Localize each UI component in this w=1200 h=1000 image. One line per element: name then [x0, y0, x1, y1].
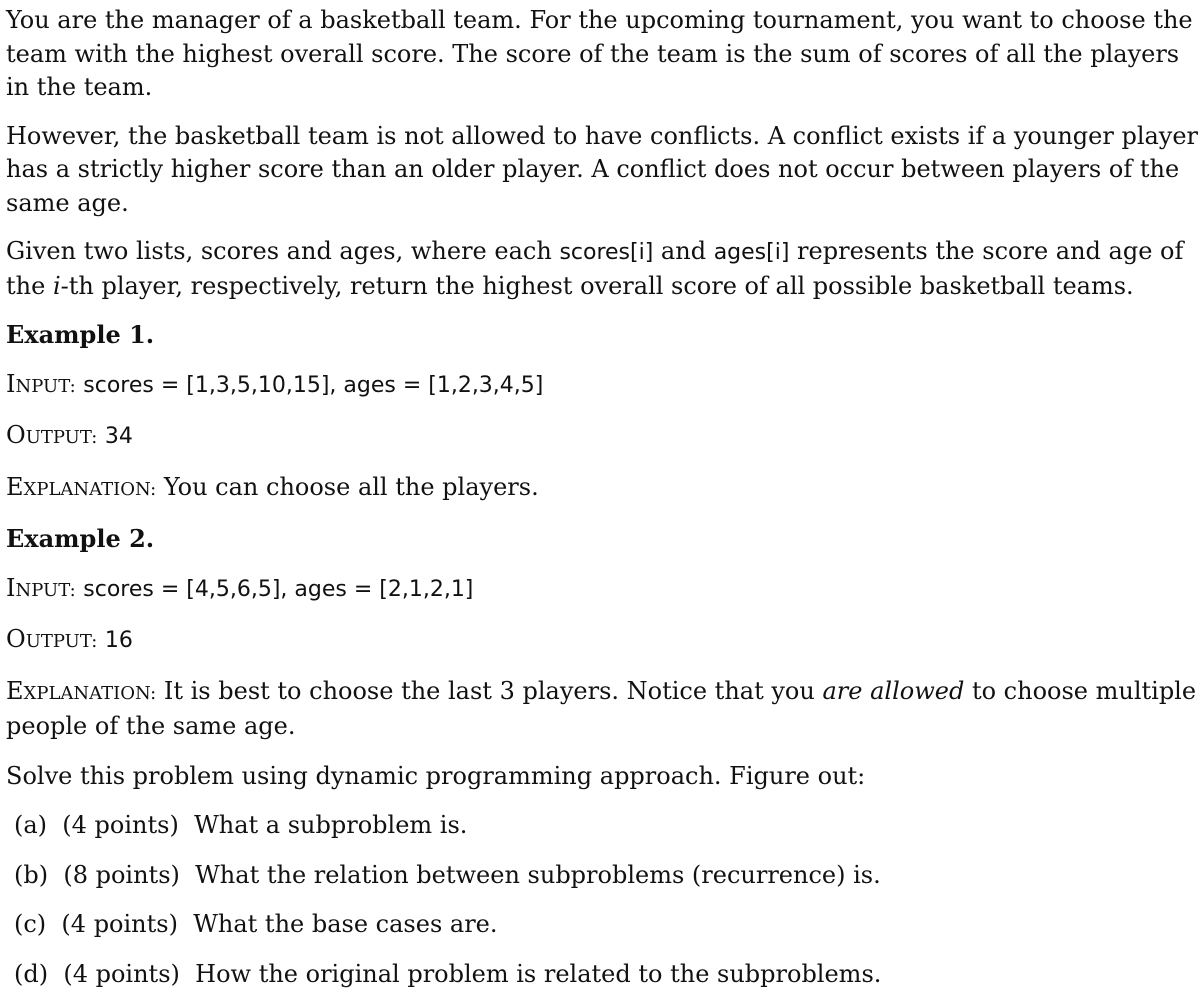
scores-code: scores[i]: [559, 240, 654, 265]
input-label: NPUT:: [15, 375, 76, 397]
example-2-heading: Example 2.: [6, 524, 155, 553]
example-1-output-value: 34: [104, 424, 133, 449]
intro-text: Given two lists, scores and ages, where each: [6, 237, 560, 265]
task-item-a: (a) (4 points) What a subproblem is.: [14, 811, 468, 839]
task-item-b: (b) (8 points) What the relation between subproblems (recurrence) is.: [14, 860, 881, 889]
intro-paragraph-3: [6, 235, 1200, 303]
intro-text: -th player, respectively, return the highest overall score of all possible basketball teams.: [60, 271, 1134, 300]
explanation-label: E: [6, 472, 24, 501]
explanation-label: XPLANATION:: [23, 478, 157, 500]
example-2-explanation-text: It is best to choose the last 3 players. Notice that you: [163, 676, 823, 705]
example-2-explanation: [6, 675, 1200, 744]
example-2-output: [6, 623, 1200, 659]
example-1-output: [6, 419, 1200, 455]
example-2-explanation-text: to choose multiple people of the same age.: [6, 676, 1197, 740]
input-label: I: [6, 369, 16, 398]
example-2-input: [6, 572, 1200, 608]
task-prompt: Solve this problem using dynamic programming approach. Figure out:: [6, 761, 866, 790]
ages-code: ages[i]: [713, 240, 790, 265]
intro-text: and: [653, 237, 714, 265]
intro-paragraph-1: You are the manager of a basketball team. For the upcoming tournament, you want to choose the team with the highest overall score. The score of the team is the sum of scores of all the players in the team.: [6, 6, 1193, 101]
output-label: UTPUT:: [25, 427, 98, 448]
intro-text: represents the score and age of the: [6, 237, 1184, 300]
input-label: I: [6, 573, 16, 602]
example-1-input: [6, 368, 1200, 404]
output-label: O: [6, 625, 26, 653]
explanation-label: XPLANATION:: [23, 682, 157, 704]
example-2-input-value: scores = [4,5,6,5], ages = [2,1,2,1]: [83, 576, 474, 602]
example-2-output-value: 16: [104, 628, 133, 653]
example-1-explanation-text: You can choose all the players.: [163, 472, 539, 501]
explanation-label: E: [6, 676, 24, 705]
task-item-d: (d) (4 points) How the original problem is related to the subproblems.: [14, 959, 882, 988]
index-variable: i: [52, 271, 61, 300]
output-label: UTPUT:: [25, 631, 98, 652]
intro-paragraph-2: However, the basketball team is not allowed to have conflicts. A conflict exists if a younger player has a strictly higher score than an older player. A conflict does not occur between players of the same age.: [6, 121, 1199, 217]
output-label: O: [6, 421, 26, 449]
task-item-c: (c) (4 points) What the base cases are.: [14, 910, 498, 938]
input-label: NPUT:: [15, 579, 76, 601]
example-1-explanation: [6, 471, 1200, 507]
example-1-input-value: scores = [1,3,5,10,15], ages = [1,2,3,4,5]: [83, 372, 544, 398]
example-1-heading: Example 1.: [6, 320, 155, 349]
example-2-explanation-emphasis: are allowed: [822, 676, 965, 705]
